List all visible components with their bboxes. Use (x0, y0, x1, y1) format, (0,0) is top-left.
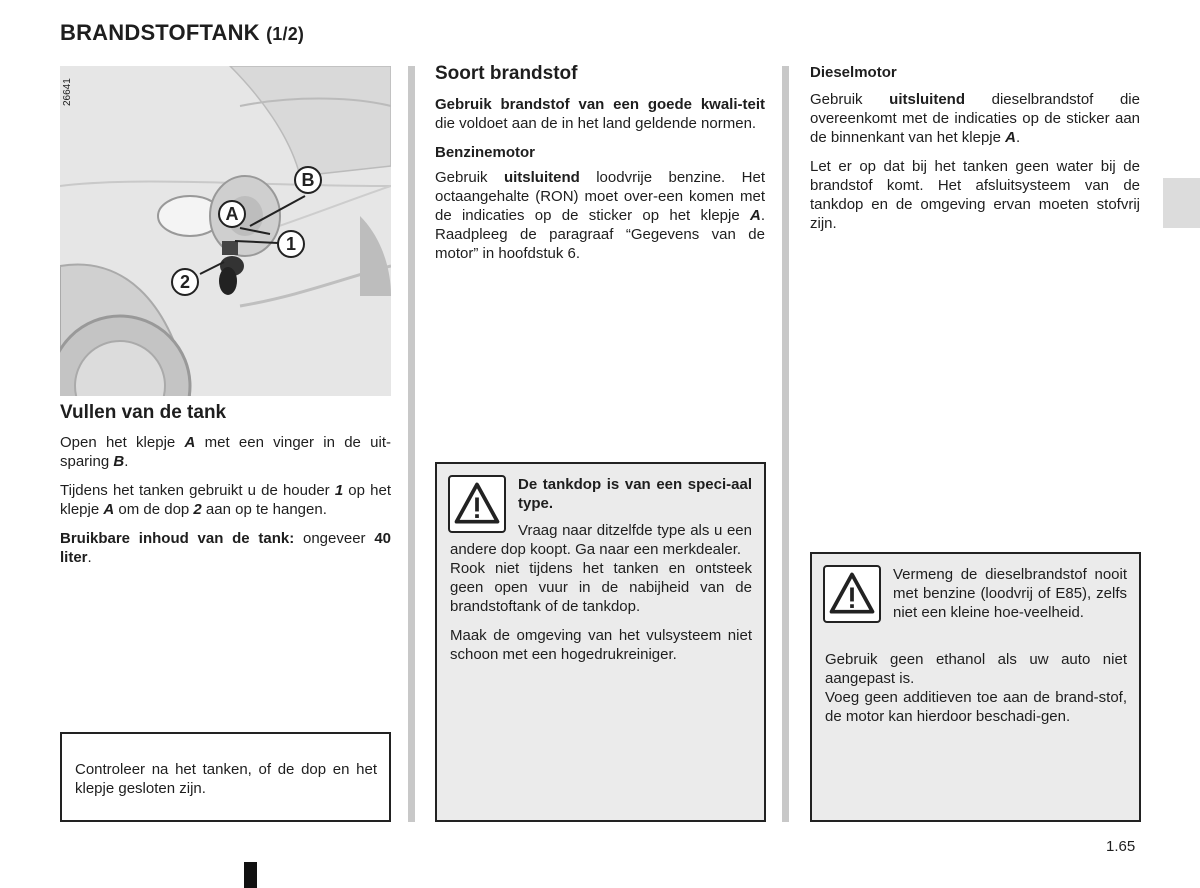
warning-triangle-icon (823, 565, 881, 623)
column1-text (60, 433, 391, 577)
subheading-petrol: Benzinemotor (435, 144, 536, 161)
paragraph: Gebruik brandstof van een goede kwali-teit die voldoet aan de in het land geldende normen. (435, 96, 765, 132)
note-text: Controleer na het tanken, of de dop en het klepje gesloten zijn. (75, 761, 377, 797)
callout-b: B (301, 170, 315, 190)
column-separator-left (408, 66, 415, 822)
paragraph: Open het klepje A met een vinger in de uit-sparing B. (60, 434, 391, 470)
page-title (60, 20, 304, 46)
paragraph: Tijdens het tanken gebruikt u de houder 1 op het klepje A om de dop 2 aan op te hangen. (60, 482, 391, 518)
chapter-tab (1163, 178, 1200, 228)
callout-1: 1 (285, 234, 297, 254)
warning-box-diesel (810, 552, 1141, 822)
column3-text (810, 63, 1140, 243)
page-title-part: (1/2) (266, 24, 305, 44)
column-separator-right (782, 66, 789, 822)
paragraph: Gebruik uitsluitend dieselbrandstof die overeenkomt met de indicaties op de sticker aan de binnenkant van het klepje A. (810, 91, 1140, 146)
callout-a: A (225, 204, 239, 224)
warning-heading: De tankdop is van een speci-aal type. (518, 476, 752, 512)
paragraph: Let er op dat bij het tanken geen water bij de brandstof komt. Het afsluitsysteem van de tankdop en de omgeving ervan moeten stofvrij zijn. (810, 158, 1140, 232)
subheading-diesel: Dieselmotor (810, 64, 897, 81)
page-title-text: BRANDSTOFTANK (60, 20, 260, 45)
paragraph: Gebruik uitsluitend loodvrije benzine. Het octaangehalte (RON) moet over-een komen met de indicaties op de sticker op het klepje A. Raadpleeg de paragraaf “Gegevens van de motor” in hoofdstuk 6. (435, 169, 765, 262)
warning-box-cap (435, 462, 766, 822)
fuel-flap-illustration (60, 66, 391, 396)
section-title-fuel-type: Soort brandstof (435, 63, 578, 84)
car-drawing (60, 66, 391, 396)
warning-diesel-first: Vermeng de dieselbrandstof nooit met benzine (loodvrij of E85), zelfs niet een kleine hoe-veelheid. (893, 566, 1127, 621)
figure-code: 26641 (62, 78, 73, 106)
note-box (60, 732, 391, 822)
callout-2: 2 (179, 272, 191, 292)
column2-text (435, 95, 765, 273)
page-number: 1.65 (1106, 838, 1136, 855)
section-title-filling: Vullen van de tank (60, 402, 227, 423)
warning-text: Vraag naar ditzelfde type als u een andere dop koopt. Ga naar een merkdealer. Rook niet tijdens het tanken en ontsteek geen open vuur in de nabijheid van de brandstoftank of de tankdop. Maak de omgeving van het vulsysteem niet schoon met een hogedrukreiniger. (450, 522, 752, 663)
paragraph: Bruikbare inhoud van de tank: ongeveer 40 liter. (60, 530, 391, 566)
edge-mark (244, 862, 257, 888)
warning-diesel-text: Gebruik geen ethanol als uw auto niet aangepast is. Voeg geen additieven toe aan de brand-stof, de motor kan hierdoor beschadi-gen. (825, 651, 1127, 725)
